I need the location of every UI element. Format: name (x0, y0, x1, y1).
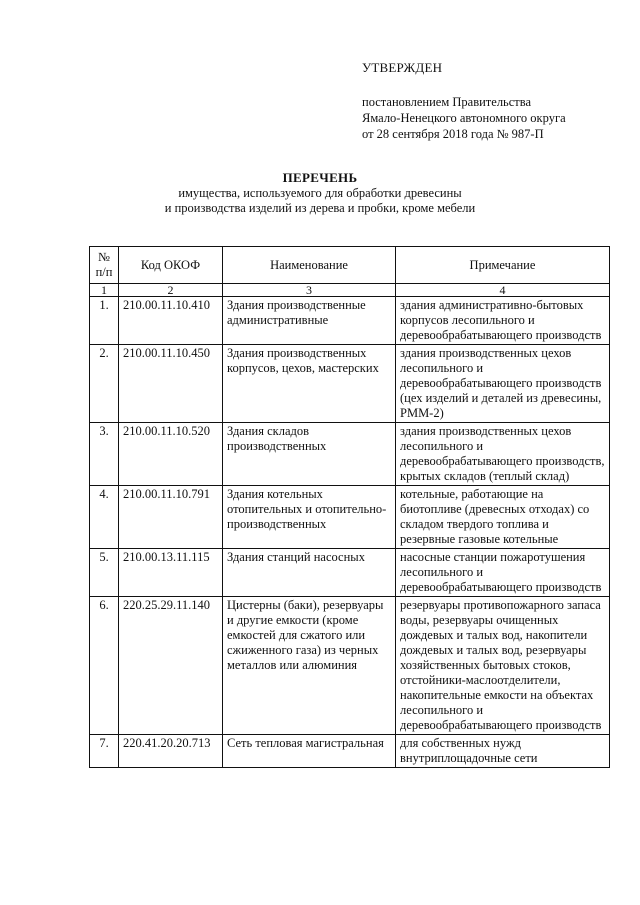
row-name: Здания производственных корпусов, цехов, мастерских (223, 345, 396, 423)
header-note: Примечание (396, 247, 610, 284)
table-row (90, 297, 610, 345)
row-number: 5. (90, 549, 119, 597)
column-number: 2 (119, 284, 223, 297)
row-note: здания производственных цехов лесопильного и деревообрабатывающего производств, крытых складов (теплый склад) (396, 423, 610, 486)
row-number: 7. (90, 735, 119, 768)
column-number-row (90, 284, 610, 297)
approval-line-3: от 28 сентября 2018 года № 987-П (362, 127, 544, 141)
table-row (90, 423, 610, 486)
row-note: для собственных нужд внутриплощадочные сети (396, 735, 610, 768)
row-name: Здания производственные административные (223, 297, 396, 345)
column-number: 1 (90, 284, 119, 297)
header-no (90, 247, 119, 284)
row-code: 210.00.11.10.791 (119, 486, 223, 549)
row-number: 4. (90, 486, 119, 549)
title-subtitle-1: имущества, используемого для обработки древесины (178, 186, 462, 200)
table-row (90, 486, 610, 549)
row-name: Здания котельных отопительных и отопительно-производственных (223, 486, 396, 549)
row-name: Здания складов производственных (223, 423, 396, 486)
row-note: здания административно-бытовых корпусов лесопильного и деревообрабатывающего производств (396, 297, 610, 345)
row-code: 210.00.11.10.410 (119, 297, 223, 345)
approval-block (362, 60, 632, 142)
row-name: Сеть тепловая магистральная (223, 735, 396, 768)
row-code: 210.00.13.11.115 (119, 549, 223, 597)
header-no-line1: № (98, 250, 110, 264)
table-row (90, 345, 610, 423)
table-header-row (90, 247, 610, 284)
header-name: Наименование (223, 247, 396, 284)
row-note: здания производственных цехов лесопильного и деревообрабатывающего производств (цех изделий и деталей из древесины, РММ-2) (396, 345, 610, 423)
row-number: 1. (90, 297, 119, 345)
row-name: Здания станций насосных (223, 549, 396, 597)
approval-heading: УТВЕРЖДЕН (362, 60, 443, 75)
row-number: 3. (90, 423, 119, 486)
approval-line-2: Ямало-Ненецкого автономного округа (362, 111, 566, 125)
row-code: 220.41.20.20.713 (119, 735, 223, 768)
row-note: котельные, работающие на биотопливе (древесных отходах) со складом твердого топлива и резервные газовые котельные (396, 486, 610, 549)
row-name: Цистерны (баки), резервуары и другие емкости (кроме емкостей для сжатого или сжиженного газа) из черных металлов или алюминия (223, 597, 396, 735)
header-code: Код ОКОФ (119, 247, 223, 284)
title-main: ПЕРЕЧЕНЬ (282, 170, 358, 185)
table-row (90, 597, 610, 735)
row-code: 210.00.11.10.450 (119, 345, 223, 423)
row-number: 2. (90, 345, 119, 423)
row-code: 210.00.11.10.520 (119, 423, 223, 486)
property-table (89, 246, 610, 768)
row-code: 220.25.29.11.140 (119, 597, 223, 735)
column-number: 4 (396, 284, 610, 297)
header-no-line2: п/п (95, 265, 113, 279)
document-title (120, 170, 520, 216)
row-note: резервуары противопожарного запаса воды, резервуары очищенных дождевых и талых вод, накопители дождевых и талых вод, резервуары хозяйственных бытовых стоков, отстойники-маслоотделители, накопительные емкости на объектах лесопильного и деревообрабатывающего производств (396, 597, 610, 735)
approval-line-1: постановлением Правительства (362, 95, 532, 109)
row-note: насосные станции пожаротушения лесопильного и деревообрабатывающего производств (396, 549, 610, 597)
column-number: 3 (223, 284, 396, 297)
title-subtitle-2: и производства изделий из дерева и пробки, кроме мебели (164, 201, 476, 215)
table-row (90, 735, 610, 768)
table-row (90, 549, 610, 597)
row-number: 6. (90, 597, 119, 735)
